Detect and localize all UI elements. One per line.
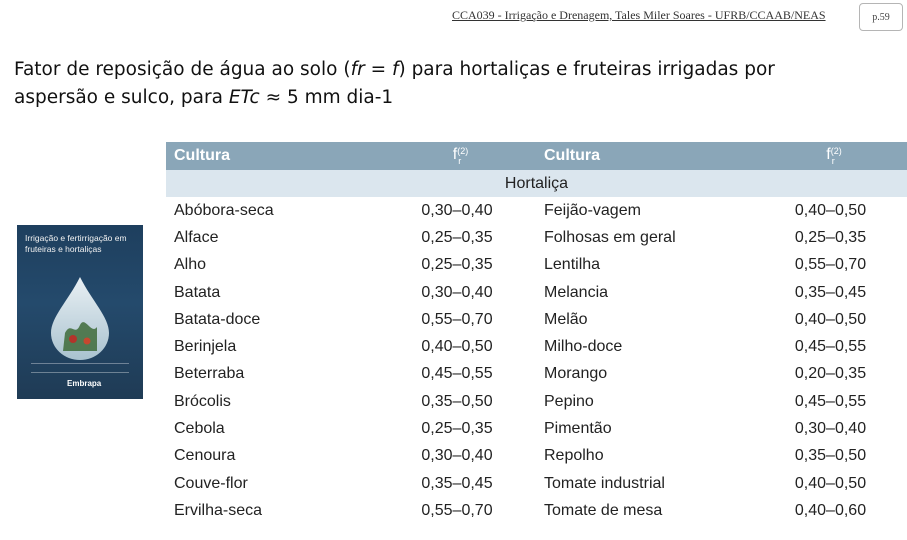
book-cover-title: Irrigação e fertirrigação em fruteiras e hortaliças — [25, 233, 127, 254]
table-row — [166, 224, 907, 251]
fr-value-cell: 0,45–0,55 — [421, 365, 493, 383]
crop-factor-table — [166, 142, 907, 525]
fr-value-cell: 0,35–0,45 — [794, 283, 867, 301]
fr-value-cell: 0,55–0,70 — [421, 310, 493, 328]
header-fr-left: $f^{(2)}_r$ — [378, 142, 536, 170]
culture-cell: Pimentão — [544, 420, 612, 438]
fr-value-cell: 0,30–0,40 — [421, 283, 493, 301]
culture-cell: Alface — [174, 228, 219, 246]
table-row — [166, 361, 907, 388]
table-row — [166, 470, 907, 497]
culture-cell: Couve-flor — [174, 474, 248, 492]
culture-cell: Alho — [174, 256, 207, 274]
culture-cell: Beterraba — [174, 365, 245, 383]
title-etc: ETc — [228, 87, 260, 108]
fr-value-cell: 0,35–0,50 — [421, 392, 493, 410]
table-row — [166, 306, 907, 333]
fr-value-cell: 0,45–0,55 — [794, 338, 867, 356]
culture-cell: Brócolis — [174, 392, 231, 410]
culture-cell: Berinjela — [174, 338, 237, 356]
culture-cell: Cenoura — [174, 447, 236, 465]
water-drop-icon — [47, 275, 113, 361]
page-title — [14, 56, 844, 112]
culture-cell: Cebola — [174, 420, 225, 438]
group-label: Hortaliça — [166, 170, 907, 197]
header-fr-right: $f^{(2)}_r$ — [754, 142, 907, 170]
fr-value-cell: 0,45–0,55 — [794, 392, 867, 410]
title-f: f — [391, 59, 399, 80]
book-publisher-logo: Embrapa — [67, 379, 102, 388]
fr-value-cell: 0,25–0,35 — [421, 228, 493, 246]
culture-cell: Lentilha — [544, 256, 601, 274]
culture-cell: Repolho — [544, 447, 604, 465]
table-row — [166, 497, 907, 524]
culture-cell: Pepino — [544, 392, 594, 410]
fr-value-cell: 0,30–0,40 — [421, 447, 493, 465]
culture-cell: Tomate de mesa — [544, 501, 663, 519]
table-row — [166, 415, 907, 442]
culture-cell: Batata — [174, 283, 221, 301]
fr-value-cell: 0,30–0,40 — [421, 201, 493, 219]
header-culture-right: Cultura — [536, 142, 754, 170]
fr-value-cell: 0,35–0,50 — [794, 447, 867, 465]
title-fr: fr — [350, 59, 365, 80]
book-cover-image — [17, 225, 143, 399]
table-row — [166, 252, 907, 279]
fr-value-cell: 0,30–0,40 — [794, 420, 867, 438]
culture-cell: Abóbora-seca — [174, 201, 274, 219]
fr-value-cell: 0,25–0,35 — [794, 228, 867, 246]
culture-cell: Melão — [544, 310, 588, 328]
fr-value-cell: 0,35–0,45 — [421, 474, 493, 492]
fr-value-cell: 0,55–0,70 — [794, 256, 867, 274]
table-row — [166, 333, 907, 360]
title-part3: ≈ 5 mm dia-1 — [259, 87, 394, 108]
culture-cell: Melancia — [544, 283, 609, 301]
culture-cell: Batata-doce — [174, 310, 261, 328]
fr-value-cell: 0,40–0,50 — [794, 201, 867, 219]
fr-value-cell: 0,40–0,50 — [794, 310, 867, 328]
fr-value-cell: 0,40–0,60 — [794, 501, 867, 519]
header-culture-left: Cultura — [166, 142, 378, 170]
fr-value-cell: 0,40–0,50 — [421, 338, 493, 356]
culture-cell: Tomate industrial — [544, 474, 665, 492]
course-header: CCA039 - Irrigação e Drenagem, Tales Miler Soares - UFRB/CCAAB/NEAS — [452, 8, 826, 22]
title-part2: ) para hortaliças e fruteiras irrigadas por aspersão e sulco, para — [14, 59, 775, 108]
page-number-box — [859, 3, 903, 31]
book-cover-subtitle-bar — [31, 363, 129, 373]
page-number: p.59 — [872, 11, 890, 23]
culture-cell: Morango — [544, 365, 608, 383]
title-eq: = — [364, 59, 392, 80]
culture-cell: Feijão-vagem — [544, 201, 641, 219]
table-header-row — [166, 142, 907, 170]
group-row — [166, 170, 907, 197]
fr-value-cell: 0,25–0,35 — [421, 420, 493, 438]
table-row — [166, 197, 907, 224]
table-row — [166, 388, 907, 415]
title-part1: Fator de reposição de água ao solo ( — [14, 59, 351, 80]
culture-cell: Folhosas em geral — [544, 228, 676, 246]
fr-value-cell: 0,55–0,70 — [421, 501, 493, 519]
table-row — [166, 279, 907, 306]
fr-value-cell: 0,20–0,35 — [794, 365, 867, 383]
fr-value-cell: 0,40–0,50 — [794, 474, 867, 492]
culture-cell: Milho-doce — [544, 338, 623, 356]
table-row — [166, 443, 907, 470]
culture-cell: Ervilha-seca — [174, 501, 263, 519]
fr-value-cell: 0,25–0,35 — [421, 256, 493, 274]
